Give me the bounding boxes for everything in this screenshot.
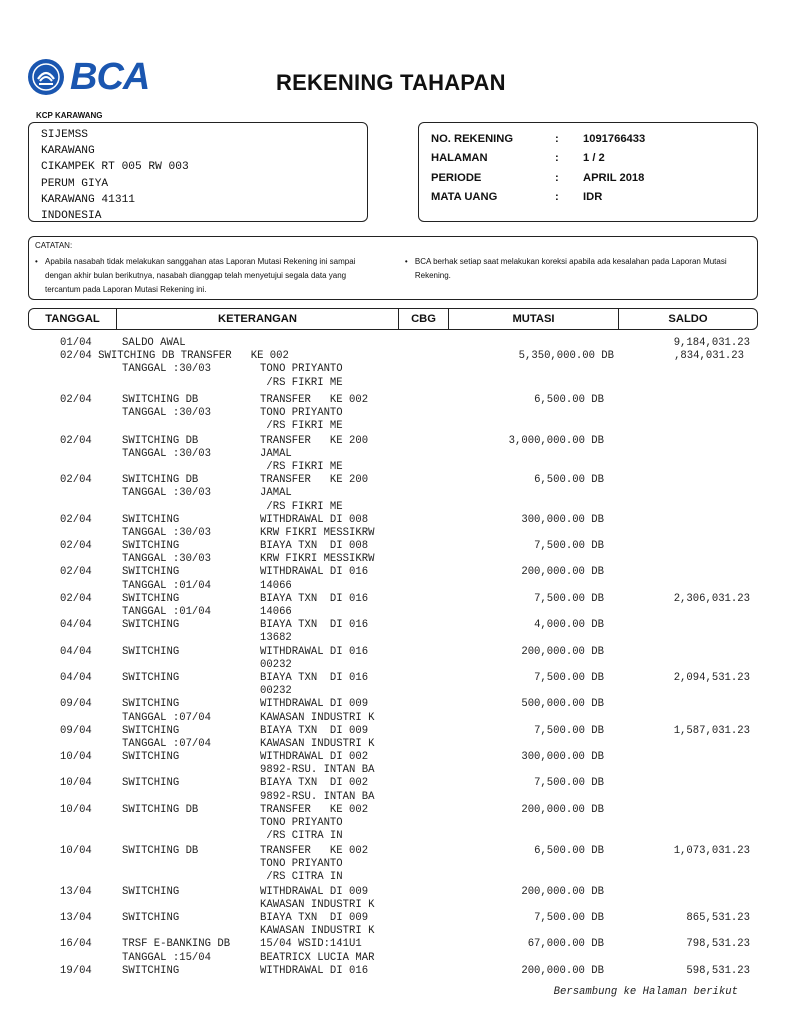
row-balance: 2,306,031.23 — [673, 592, 750, 605]
row-description: TANGGAL :30/03 — [122, 487, 212, 500]
row-date: 02/04 — [60, 592, 92, 605]
address-line: PERUM GIYA — [41, 177, 109, 190]
row-description: SWITCHING — [122, 540, 180, 553]
col-header-mutation: MUTASI — [449, 309, 619, 329]
row-description-detail: WITHDRAWAL DI 008 — [260, 513, 369, 526]
table-row — [0, 377, 786, 394]
table-row — [0, 363, 786, 376]
note-left — [35, 255, 405, 297]
row-description: SWITCHING DB — [122, 844, 199, 857]
row-date: 04/04 — [60, 619, 92, 632]
table-row — [0, 925, 786, 938]
row-date: 16/04 — [60, 938, 92, 951]
row-description-detail: JAMAL — [260, 487, 292, 500]
period-label: PERIODE — [431, 171, 482, 184]
row-description-detail: TONO PRIYANTO — [260, 817, 343, 830]
row-description-detail: TRANSFER KE 002 — [260, 803, 369, 816]
table-row — [0, 435, 786, 448]
table-row — [0, 912, 786, 925]
row-description: SWITCHING — [122, 513, 180, 526]
note-line: tercantum pada Laporan Mutasi Rekening ini. — [45, 285, 207, 294]
row-description: SWITCHING — [122, 619, 180, 632]
row-mutation: 5,350,000.00 DB — [518, 350, 614, 363]
table-row — [0, 672, 786, 685]
row-mutation: 67,000.00 DB — [527, 938, 604, 951]
row-mutation: 200,000.00 DB — [521, 645, 604, 658]
row-text: 02/04 SWITCHING DB TRANSFER KE 002 — [60, 350, 289, 363]
row-description: SWITCHING DB — [122, 434, 199, 447]
row-date: 10/04 — [60, 844, 92, 857]
row-description-detail: KRW FIKRI MESSIKRW — [260, 526, 375, 539]
row-description-detail: BIAYA TXN DI 016 — [260, 592, 369, 605]
row-description: SWITCHING — [122, 671, 180, 684]
row-description: TANGGAL :30/03 — [122, 363, 212, 376]
table-row — [0, 632, 786, 645]
table-row — [0, 501, 786, 514]
period-row — [431, 168, 757, 188]
row-description: SWITCHING — [122, 724, 180, 737]
page-title: REKENING TAHAPAN — [276, 70, 506, 95]
currency-value: IDR — [583, 191, 603, 204]
row-description-detail: /RS FIKRI ME — [260, 500, 343, 513]
bullet: • — [35, 257, 38, 266]
row-balance: 598,531.23 — [686, 964, 750, 977]
row-description: TANGGAL :15/04 — [122, 951, 212, 964]
address-line: KARAWANG — [41, 145, 95, 158]
row-balance: 1,073,031.23 — [673, 844, 750, 857]
row-description-detail: /RS FIKRI ME — [260, 420, 343, 433]
row-date: 02/04 — [60, 540, 92, 553]
col-header-description: KETERANGAN — [117, 309, 399, 329]
row-mutation: 200,000.00 DB — [521, 566, 604, 579]
row-description-detail: KAWASAN INDUSTRI K — [260, 737, 375, 750]
separator: : — [555, 132, 559, 145]
table-row — [0, 350, 786, 363]
row-date: 10/04 — [60, 803, 92, 816]
table-row — [0, 952, 786, 965]
row-mutation: 200,000.00 DB — [521, 803, 604, 816]
address-line: KARAWANG 41311 — [41, 193, 135, 206]
col-header-date: TANGGAL — [29, 309, 117, 329]
table-row — [0, 619, 786, 632]
row-date: 09/04 — [60, 724, 92, 737]
row-description-detail: WITHDRAWAL DI 009 — [260, 698, 369, 711]
table-row — [0, 791, 786, 804]
row-description: SWITCHING — [122, 698, 180, 711]
table-row — [0, 725, 786, 738]
table-row — [0, 527, 786, 540]
row-description-detail: 14066 — [260, 579, 292, 592]
row-description-detail: WITHDRAWAL DI 002 — [260, 751, 369, 764]
row-mutation: 3,000,000.00 DB — [508, 434, 604, 447]
row-description: SWITCHING — [122, 645, 180, 658]
separator: : — [555, 152, 559, 165]
row-mutation: 6,500.00 DB — [534, 844, 604, 857]
table-row — [0, 420, 786, 435]
row-description-detail: WITHDRAWAL DI 016 — [260, 964, 369, 977]
row-description: SWITCHING DB — [122, 393, 199, 406]
row-balance: 1,587,031.23 — [673, 724, 750, 737]
customer-address-box — [28, 122, 368, 222]
table-header — [28, 308, 758, 330]
table-row — [0, 738, 786, 751]
table-row — [0, 394, 786, 407]
row-description-detail: JAMAL — [260, 447, 292, 460]
table-row — [0, 553, 786, 566]
row-description: TANGGAL :07/04 — [122, 737, 212, 750]
row-description-detail: BIAYA TXN DI 008 — [260, 540, 369, 553]
row-description-detail: TRANSFER KE 002 — [260, 393, 369, 406]
table-row — [0, 858, 786, 871]
row-mutation: 200,000.00 DB — [521, 885, 604, 898]
table-row — [0, 712, 786, 725]
account-number-value: 1091766433 — [583, 132, 646, 145]
row-description-detail: 14066 — [260, 606, 292, 619]
row-description: TANGGAL :01/04 — [122, 606, 212, 619]
row-description-detail: 00232 — [260, 658, 292, 671]
notes-label: CATATAN: — [35, 241, 73, 250]
row-description-detail: 15/04 WSID:141U1 — [260, 938, 362, 951]
row-description-detail: BIAYA TXN DI 016 — [260, 619, 369, 632]
row-description-detail: TONO PRIYANTO — [260, 363, 343, 376]
row-balance: 9,184,031.23 — [673, 337, 750, 349]
row-description-detail: KRW FIKRI MESSIKRW — [260, 553, 375, 566]
page-label: HALAMAN — [431, 152, 488, 165]
table-row — [0, 817, 786, 830]
table-row — [0, 938, 786, 951]
transaction-list — [0, 337, 786, 978]
row-description: TANGGAL :30/03 — [122, 447, 212, 460]
row-mutation: 7,500.00 DB — [534, 724, 604, 737]
row-description: SWITCHING — [122, 592, 180, 605]
table-row — [0, 593, 786, 606]
row-description-detail: KAWASAN INDUSTRI K — [260, 925, 375, 938]
address-line: INDONESIA — [41, 210, 102, 223]
page-value: 1 / 2 — [583, 152, 605, 165]
row-balance: 865,531.23 — [686, 912, 750, 925]
row-date: 19/04 — [60, 964, 92, 977]
table-row — [0, 540, 786, 553]
currency-label: MATA UANG — [431, 191, 498, 204]
row-description: SWITCHING DB — [122, 803, 199, 816]
table-row — [0, 764, 786, 777]
table-row — [0, 606, 786, 619]
account-info-box — [418, 122, 758, 222]
row-description-detail: 9892-RSU. INTAN BA — [260, 790, 375, 803]
table-row — [0, 337, 786, 350]
table-row — [0, 845, 786, 858]
col-header-branch: CBG — [399, 309, 449, 329]
row-description: TANGGAL :07/04 — [122, 711, 212, 724]
table-row — [0, 871, 786, 886]
row-description: SWITCHING — [122, 885, 180, 898]
row-mutation: 7,500.00 DB — [534, 540, 604, 553]
row-description: TANGGAL :30/03 — [122, 406, 212, 419]
period-value: APRIL 2018 — [583, 171, 645, 184]
row-date: 02/04 — [60, 434, 92, 447]
row-mutation: 7,500.00 DB — [534, 912, 604, 925]
row-description: TANGGAL :30/03 — [122, 553, 212, 566]
notes-box — [28, 236, 758, 300]
table-row — [0, 566, 786, 579]
row-description: SALDO AWAL — [122, 337, 186, 349]
table-row — [0, 685, 786, 698]
table-row — [0, 474, 786, 487]
table-row — [0, 407, 786, 420]
row-description: SWITCHING — [122, 566, 180, 579]
row-date: 04/04 — [60, 645, 92, 658]
row-date: 02/04 — [60, 474, 92, 487]
table-row — [0, 777, 786, 790]
col-header-balance: SALDO — [668, 313, 708, 325]
note-line: dengan akhir bulan berikutnya, nasabah dianggap telah menyetujui segala data yang — [45, 271, 347, 280]
row-description-detail: TRANSFER KE 002 — [260, 844, 369, 857]
row-mutation: 7,500.00 DB — [534, 777, 604, 790]
row-date: 02/04 — [60, 393, 92, 406]
row-description-detail: /RS CITRA IN — [260, 871, 343, 884]
row-description-detail: TONO PRIYANTO — [260, 406, 343, 419]
row-description-detail: KAWASAN INDUSTRI K — [260, 711, 375, 724]
row-description-detail: BIAYA TXN DI 016 — [260, 671, 369, 684]
note-right — [405, 255, 751, 297]
row-description-detail: TRANSFER KE 200 — [260, 474, 369, 487]
table-row — [0, 899, 786, 912]
table-row — [0, 487, 786, 500]
branch-label: KCP KARAWANG — [36, 111, 103, 120]
row-description-detail: 13682 — [260, 632, 292, 645]
row-description: TANGGAL :30/03 — [122, 526, 212, 539]
row-description-detail: WITHDRAWAL DI 009 — [260, 885, 369, 898]
row-description-detail: BIAYA TXN DI 002 — [260, 777, 369, 790]
row-balance: 798,531.23 — [686, 938, 750, 951]
continued-note: Bersambung ke Halaman berikut — [553, 986, 738, 998]
row-date: 13/04 — [60, 912, 92, 925]
table-row — [0, 804, 786, 817]
row-description-detail: /RS FIKRI ME — [260, 376, 343, 389]
row-mutation: 7,500.00 DB — [534, 671, 604, 684]
table-row — [0, 580, 786, 593]
address-line: CIKAMPEK RT 005 RW 003 — [41, 161, 189, 174]
row-balance: 2,094,531.23 — [673, 671, 750, 684]
row-description-detail: /RS CITRA IN — [260, 830, 343, 843]
address-line: SIJEMSS — [41, 129, 88, 141]
table-row — [0, 514, 786, 527]
row-mutation: 6,500.00 DB — [534, 393, 604, 406]
row-date: 01/04 — [60, 337, 92, 349]
row-description-detail: TONO PRIYANTO — [260, 857, 343, 870]
row-description-detail: WITHDRAWAL DI 016 — [260, 645, 369, 658]
row-mutation: 500,000.00 DB — [521, 698, 604, 711]
row-description: SWITCHING — [122, 912, 180, 925]
row-mutation: 300,000.00 DB — [521, 751, 604, 764]
row-date: 02/04 — [60, 513, 92, 526]
currency-row — [431, 188, 757, 208]
row-description-detail: BIAYA TXN DI 009 — [260, 912, 369, 925]
note-line: Apabila nasabah tidak melakukan sanggahan atas Laporan Mutasi Rekening ini sampai — [45, 257, 356, 266]
bca-logo — [28, 58, 149, 96]
row-mutation: 200,000.00 DB — [521, 964, 604, 977]
row-description-detail: TRANSFER KE 200 — [260, 434, 369, 447]
table-row — [0, 830, 786, 845]
row-mutation: 6,500.00 DB — [534, 474, 604, 487]
table-row — [0, 886, 786, 899]
table-row — [0, 751, 786, 764]
row-balance: ,834,031.23 — [674, 350, 744, 363]
table-row — [0, 659, 786, 672]
row-description: SWITCHING — [122, 751, 180, 764]
table-row — [0, 448, 786, 461]
row-date: 10/04 — [60, 751, 92, 764]
row-date: 02/04 — [60, 566, 92, 579]
row-description-detail: /RS FIKRI ME — [260, 460, 343, 473]
row-date: 13/04 — [60, 885, 92, 898]
bca-emblem-icon — [28, 59, 64, 95]
row-description-detail: BIAYA TXN DI 009 — [260, 724, 369, 737]
row-description-detail: KAWASAN INDUSTRI K — [260, 898, 375, 911]
row-description: SWITCHING DB — [122, 474, 199, 487]
table-row — [0, 698, 786, 711]
row-date: 09/04 — [60, 698, 92, 711]
separator: : — [555, 171, 559, 184]
row-mutation: 7,500.00 DB — [534, 592, 604, 605]
table-row — [0, 461, 786, 474]
row-description-detail: WITHDRAWAL DI 016 — [260, 566, 369, 579]
row-mutation: 300,000.00 DB — [521, 513, 604, 526]
table-row — [0, 646, 786, 659]
account-number-row — [431, 129, 757, 149]
row-description: TRSF E-BANKING DB — [122, 938, 231, 951]
row-date: 10/04 — [60, 777, 92, 790]
page-row — [431, 149, 757, 169]
row-description: SWITCHING — [122, 964, 180, 977]
note-line: Rekening. — [414, 271, 451, 280]
row-date: 04/04 — [60, 671, 92, 684]
table-row — [0, 965, 786, 978]
row-description-detail: 9892-RSU. INTAN BA — [260, 764, 375, 777]
separator: : — [555, 191, 559, 204]
row-description: SWITCHING — [122, 777, 180, 790]
row-description-detail: 00232 — [260, 685, 292, 698]
row-description: TANGGAL :01/04 — [122, 579, 212, 592]
row-mutation: 4,000.00 DB — [534, 619, 604, 632]
bullet: • — [404, 257, 408, 266]
note-line: BCA berhak setiap saat melakukan koreksi apabila ada kesalahan pada Laporan Mutasi — [414, 257, 727, 266]
logo-wordmark: BCA — [70, 56, 150, 98]
account-number-label: NO. REKENING — [431, 132, 514, 145]
row-description-detail: BEATRICX LUCIA MAR — [260, 951, 375, 964]
